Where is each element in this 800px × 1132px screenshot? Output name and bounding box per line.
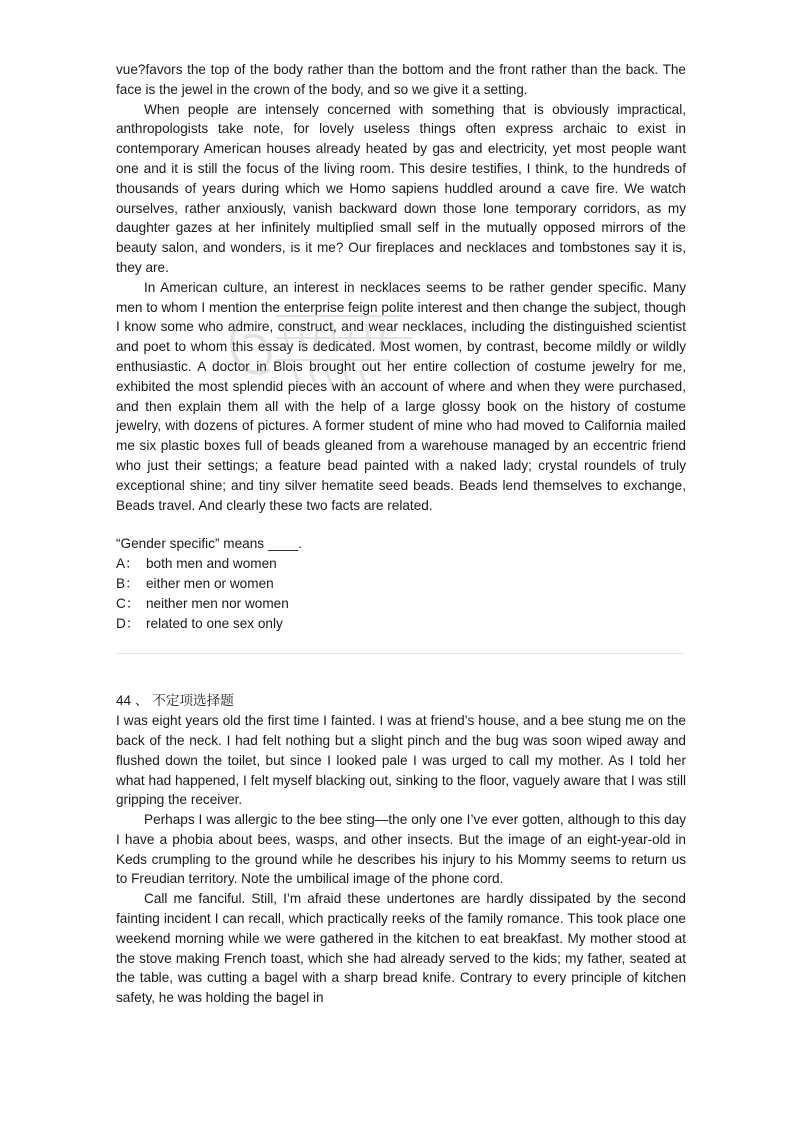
- passage1-paragraph-3: In American culture, an interest in necklaces seems to be rather gender specific. Many men to whom I mention the enterprise feign polite interest and then change the subject, though I know some who admire, construct, and wear necklaces, including the distinguished scientist and poet to whom this essay is dedicated. Most women, by contrast, become mildly or wildly enthusiastic. A doctor in Blois brought out her entire collection of costume jewelry for me, exhibited the most splendid pieces with an account of where and when they were purchased, and then explain them all with the help of a large glossy book on the history of costume jewelry, with dozens of pictures. A former student of mine who had moved to California mailed me six plastic boxes full of beads gleaned from a warehouse managed by an eccentric friend who just their settings; a feature bead painted with a naked lady; crystal roundels of truly exceptional shine; and tiny silver hematite seed beads. Beads lend themselves to exchange, Beads travel. And clearly these two facts are related.: [116, 279, 686, 513]
- option-b[interactable]: [116, 574, 686, 594]
- option-c-text: neither men nor women: [146, 595, 289, 611]
- option-a-text: both men and women: [146, 556, 277, 572]
- option-a[interactable]: [116, 554, 686, 574]
- section-divider: [116, 653, 684, 654]
- option-b-text: either men or women: [146, 575, 274, 591]
- section-title: 44 、 不定项选择题: [116, 693, 234, 709]
- passage2-paragraph-1: I was eight years old the first time I fainted. I was at friend’s house, and a bee stung me on the back of the neck. I had felt nothing but a slight pinch and the bug was soon wiped away and flushed down the toilet, but since I looked pale I was urged to call my mother. As I told her what had happened, I felt myself blacking out, sinking to the floor, vaguely aware that I was still gripping the receiver.: [116, 713, 686, 808]
- passage1-paragraph-2: When people are intensely concerned with something that is obviously impractical, anthropologists take note, for lovely useless things often express archaic to exist in contemporary American houses already heated by gas and electricity, yet most people want one and it is still the focus of the living room. This desire testifies, I think, to the hundreds of thousands of years during which we Homo sapiens huddled around a cave fire. We watch ourselves, rather anxiously, vanish backward down those lone temporary corridors, as my daughter gazes at her infinitely multiplied small self in the mutually opposed mirrors of the beauty salon, and wonders, is it me? Our fireplaces and necklaces and tombstones say it is, they are.: [116, 101, 686, 275]
- passage2-paragraph-2: Perhaps I was allergic to the bee sting—the only one I’ve ever gotten, although to this day I have a phobia about bees, wasps, and other insects. But the image of an eight-year-old in Keds crumpling to the ground while he describes his injury to his Mommy seems to return us to Freudian territory. Note the umbilical image of the phone cord.: [116, 812, 686, 887]
- option-c[interactable]: [116, 594, 686, 614]
- question-stem: “Gender specific” means ____.: [116, 536, 302, 552]
- document-page: [116, 60, 686, 1008]
- option-a-letter: A：: [116, 556, 139, 572]
- option-d-text: related to one sex only: [146, 615, 283, 631]
- option-c-letter: C：: [116, 595, 140, 611]
- option-d-letter: D：: [116, 615, 140, 631]
- option-b-letter: B：: [116, 575, 139, 591]
- passage2-paragraph-3: Call me fanciful. Still, I’m afraid these undertones are hardly dissipated by the second fainting incident I can recall, which practically reeks of the family romance. This took place one weekend morning while we were gathered in the kitchen to eat breakfast. My mother stood at the stove making French toast, which she had already served to the kids; my father, seated at the table, was cutting a bagel with a sharp bread knife. Contrary to every principle of kitchen safety, he was holding the bagel in: [116, 891, 686, 1006]
- option-d[interactable]: [116, 614, 686, 634]
- passage1-paragraph-1: vue?favors the top of the body rather than the bottom and the front rather than the back. The face is the jewel in the crown of the body, and so we give it a setting.: [116, 62, 686, 97]
